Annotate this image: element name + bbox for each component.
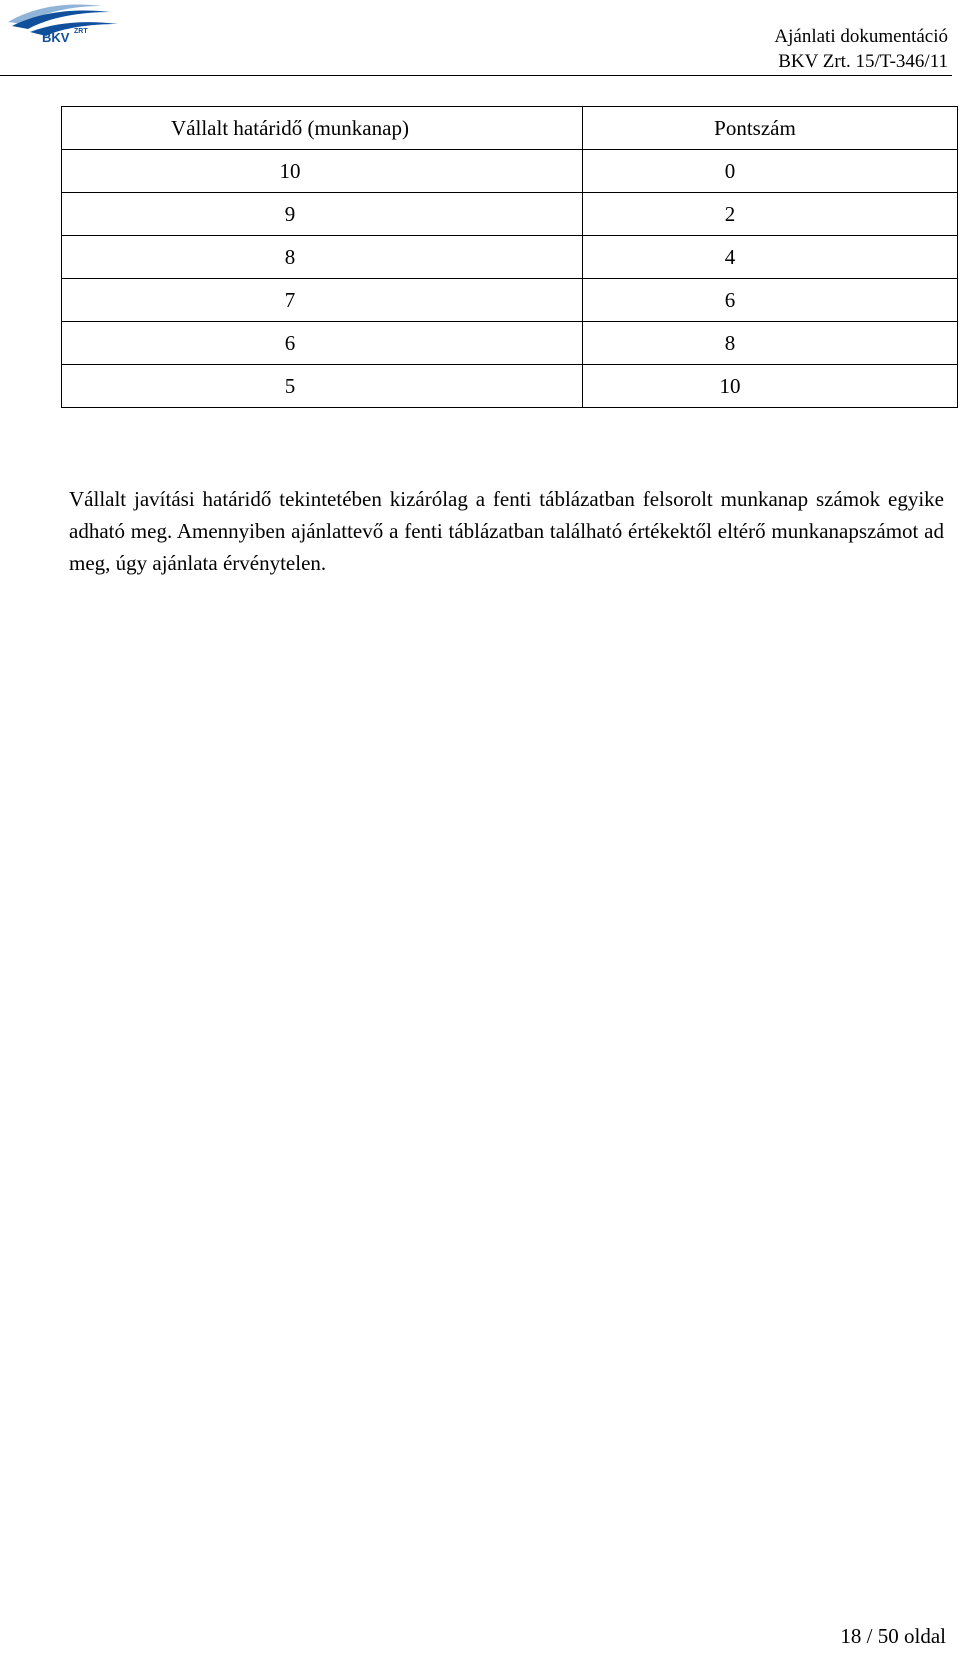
points-cell: 4 <box>583 236 958 279</box>
days-cell: 7 <box>62 279 583 322</box>
table-row <box>62 279 958 322</box>
points-cell: 10 <box>583 365 958 408</box>
table-row <box>62 365 958 408</box>
days-cell: 9 <box>62 193 583 236</box>
points-cell: 8 <box>583 322 958 365</box>
table-row <box>62 150 958 193</box>
points-cell: 0 <box>583 150 958 193</box>
body-paragraph: Vállalt javítási határidő tekintetében kizárólag a fenti táblázatban felsorolt munkanap számok egyike adható meg. Amennyiben ajánlattevő a fenti táblázatban található értékektől eltérő munkanapszámot ad meg, úgy ajánlata érvénytelen. <box>69 487 944 575</box>
points-column-header: Pontszám <box>583 107 958 150</box>
page-number: 18 / 50 oldal <box>840 1624 946 1648</box>
score-table <box>61 106 958 408</box>
points-cell: 2 <box>583 193 958 236</box>
document-header <box>774 24 948 74</box>
days-cell: 10 <box>62 150 583 193</box>
bkv-logo <box>6 2 122 46</box>
points-cell: 6 <box>583 279 958 322</box>
table-row <box>62 322 958 365</box>
svg-text:ZRT: ZRT <box>74 28 88 35</box>
score-table-header <box>62 107 958 150</box>
table-row <box>62 193 958 236</box>
days-column-header: Vállalt határidő (munkanap) <box>62 107 583 150</box>
table-row <box>62 236 958 279</box>
header-divider <box>0 75 952 76</box>
days-cell: 5 <box>62 365 583 408</box>
svg-text:BKV: BKV <box>42 30 70 45</box>
days-cell: 6 <box>62 322 583 365</box>
document-title: Ajánlati dokumentáció <box>774 26 948 47</box>
days-cell: 8 <box>62 236 583 279</box>
document-reference: BKV Zrt. 15/T-346/11 <box>778 51 948 72</box>
